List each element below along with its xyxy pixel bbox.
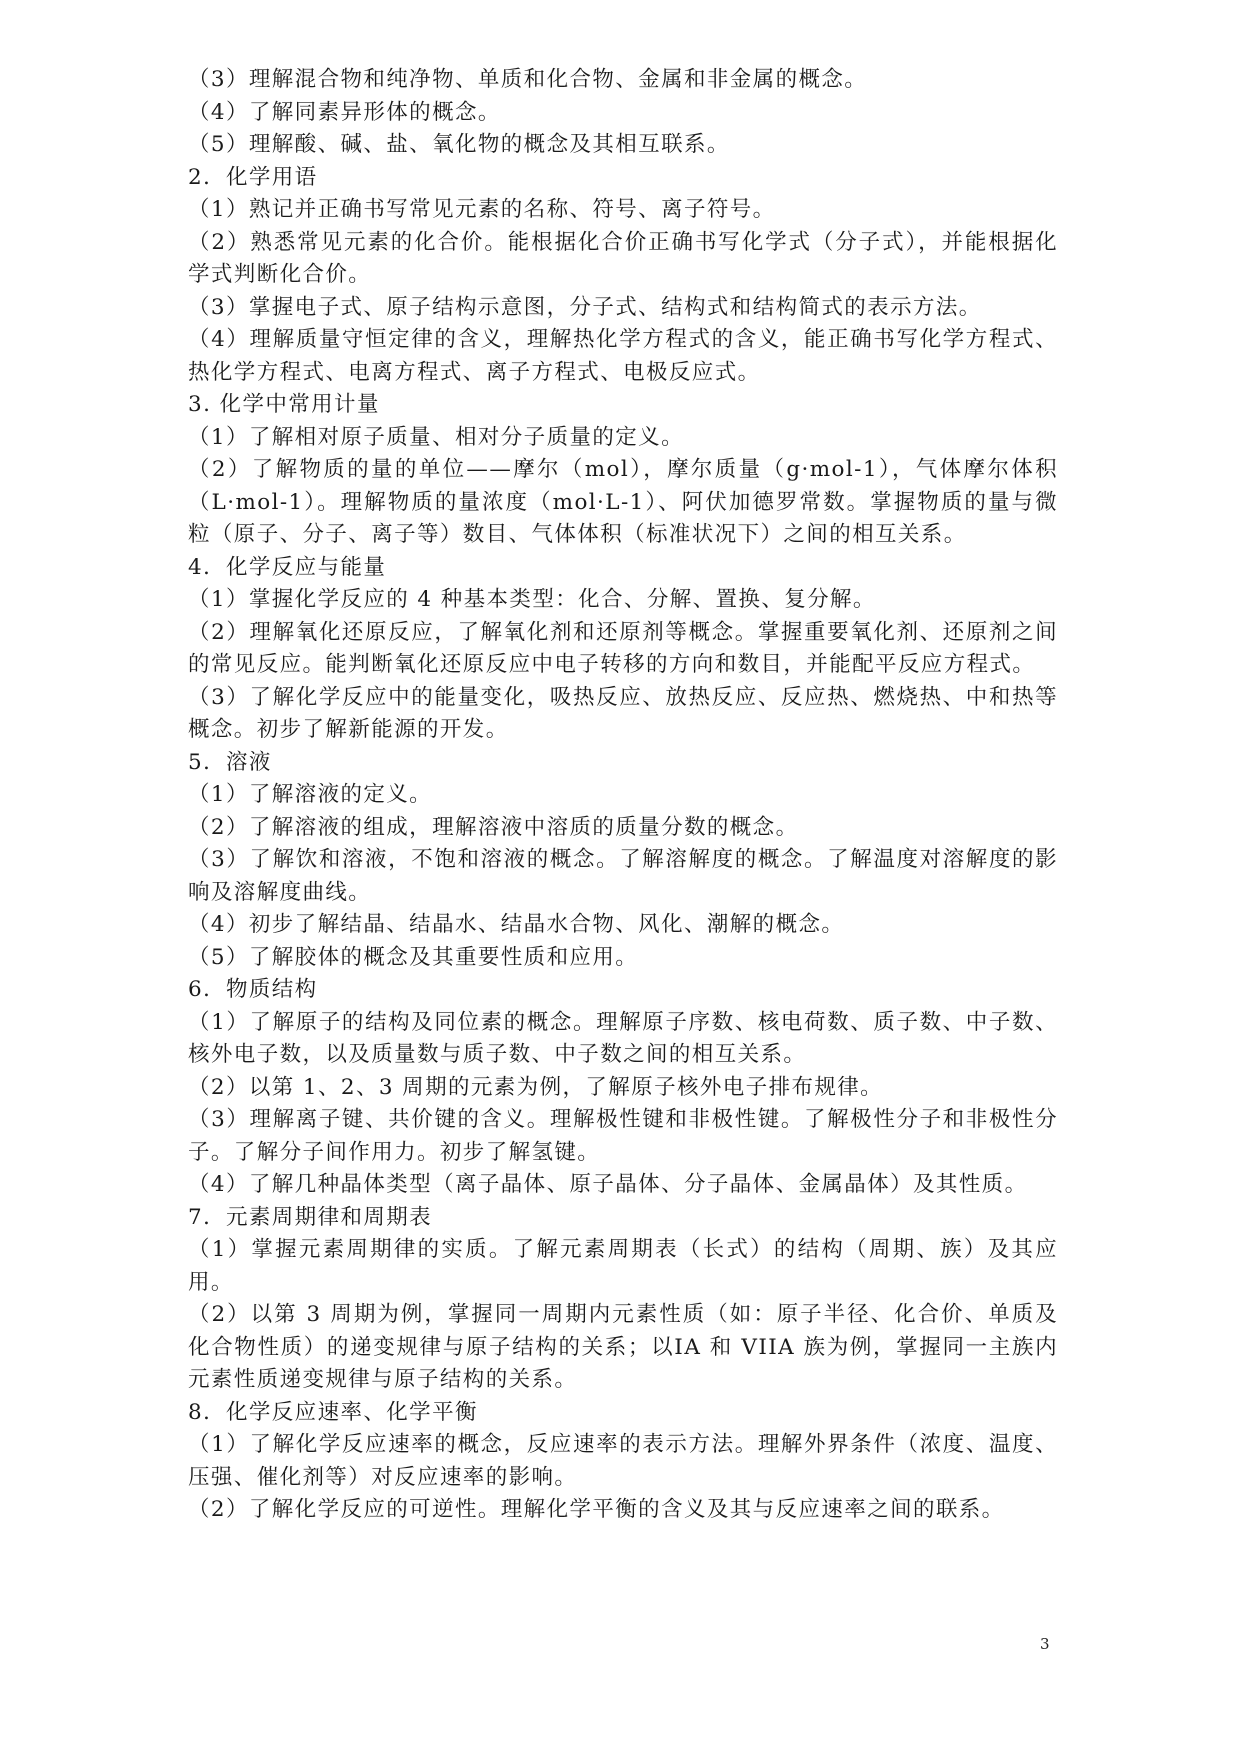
text-paragraph: （4）了解几种晶体类型（离子晶体、原子晶体、分子晶体、金属晶体）及其性质。 <box>188 1172 1028 1197</box>
text-paragraph: （5）了解胶体的概念及其重要性质和应用。 <box>188 944 639 970</box>
text-paragraph: （1）熟记并正确书写常见元素的名称、符号、离子符号。 <box>188 197 776 222</box>
text-paragraph: （1）掌握化学反应的 4 种基本类型：化合、分解、置换、复分解。 <box>188 587 876 612</box>
text-paragraph: 7．元素周期律和周期表 <box>188 1204 433 1230</box>
text-paragraph: （2）以第 1、2、3 周期的元素为例，了解原子核外电子排布规律。 <box>188 1074 884 1100</box>
text-paragraph: （3）理解离子键、共价键的含义。理解极性键和非极性键。了解极性分子和非极性分子。了解分子间作用力。初步了解氢键。 <box>188 1107 1058 1165</box>
text-paragraph: 3. 化学中常用计量 <box>188 392 380 417</box>
text-paragraph: （3）理解混合物和纯净物、单质和化合物、金属和非金属的概念。 <box>188 67 868 92</box>
text-paragraph: 5．溶液 <box>188 749 272 775</box>
text-paragraph: （3）了解饮和溶液，不饱和溶液的概念。了解溶解度的概念。了解温度对溶解度的影响及溶解度曲线。 <box>188 847 1058 905</box>
text-paragraph: （4）了解同素异形体的概念。 <box>188 99 501 125</box>
text-paragraph: （2）了解物质的量的单位——摩尔（mol），摩尔质量（g·mol-1），气体摩尔体积（L·mol-1）。理解物质的量浓度（mol·L-1）、阿伏加德罗常数。掌握物质的量与微粒（原子、分子、离子等）数目、气体体积（标准状况下）之间的相互关系。 <box>188 457 1058 547</box>
text-paragraph: （4）初步了解结晶、结晶水、结晶水合物、风化、潮解的概念。 <box>188 912 845 937</box>
text-paragraph: （2）了解溶液的组成，理解溶液中溶质的质量分数的概念。 <box>188 814 799 840</box>
text-paragraph: （1）了解原子的结构及同位素的概念。理解原子序数、核电荷数、质子数、中子数、核外电子数，以及质量数与质子数、中子数之间的相互关系。 <box>188 1009 1058 1067</box>
text-paragraph: （5）理解酸、碱、盐、氧化物的概念及其相互联系。 <box>188 132 730 157</box>
text-paragraph: （1）了解化学反应速率的概念，反应速率的表示方法。理解外界条件（浓度、温度、压强、催化剂等）对反应速率的影响。 <box>188 1432 1058 1490</box>
text-paragraph: 2．化学用语 <box>188 164 318 190</box>
text-paragraph: （2）以第 3 周期为例，掌握同一周期内元素性质（如：原子半径、化合价、单质及化合物性质）的递变规律与原子结构的关系；以ⅠA 和 VIIA 族为例，掌握同一主族内元素性质递变规律与原子结构的关系。 <box>188 1302 1058 1392</box>
text-paragraph: （1）了解相对原子质量、相对分子质量的定义。 <box>188 424 684 450</box>
text-paragraph: 4．化学反应与能量 <box>188 554 387 580</box>
text-paragraph: 8．化学反应速率、化学平衡 <box>188 1399 478 1425</box>
text-paragraph: （1）了解溶液的定义。 <box>188 782 433 807</box>
text-paragraph: （2）了解化学反应的可逆性。理解化学平衡的含义及其与反应速率之间的联系。 <box>188 1497 1005 1522</box>
text-paragraph: （2）熟悉常见元素的化合价。能根据化合价正确书写化学式（分子式），并能根据化学式判断化合价。 <box>188 229 1058 287</box>
text-paragraph: （4）理解质量守恒定律的含义，理解热化学方程式的含义，能正确书写化学方程式、热化学方程式、电离方程式、离子方程式、电极反应式。 <box>188 327 1058 385</box>
text-paragraph: （2）理解氧化还原反应，了解氧化剂和还原剂等概念。掌握重要氧化剂、还原剂之间的常见反应。能判断氧化还原反应中电子转移的方向和数目，并能配平反应方程式。 <box>188 619 1058 677</box>
text-paragraph: （1）掌握元素周期律的实质。了解元素周期表（长式）的结构（周期、族）及其应用。 <box>188 1237 1058 1295</box>
page-number: 3 <box>1040 1635 1050 1653</box>
text-paragraph: （3）了解化学反应中的能量变化，吸热反应、放热反应、反应热、燃烧热、中和热等概念。初步了解新能源的开发。 <box>188 684 1058 742</box>
document-body <box>188 64 1058 1527</box>
text-paragraph: （3）掌握电子式、原子结构示意图，分子式、结构式和结构简式的表示方法。 <box>188 294 982 320</box>
text-paragraph: 6．物质结构 <box>188 977 318 1002</box>
